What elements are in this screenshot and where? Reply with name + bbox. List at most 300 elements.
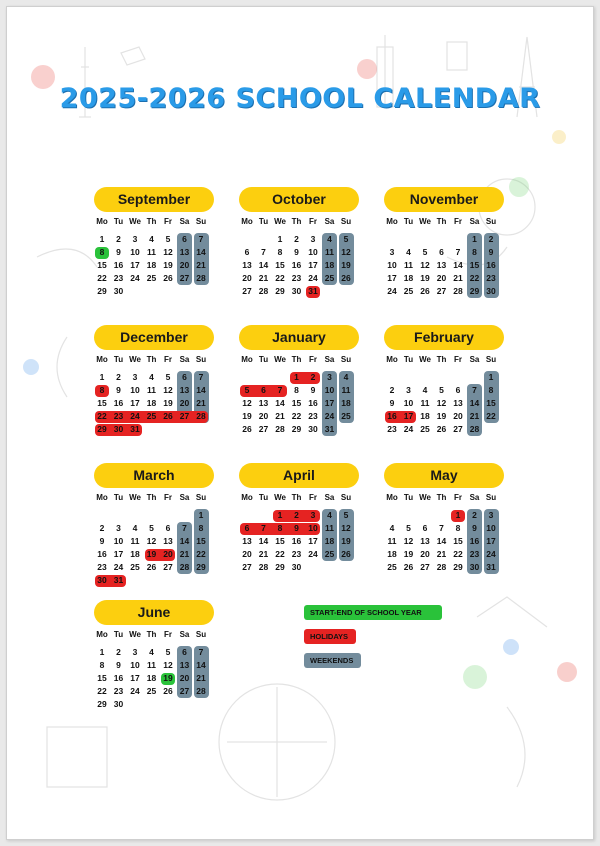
day-cell: 6: [182, 372, 187, 382]
day-cell: 25: [324, 273, 335, 283]
weekday-header: We: [274, 355, 286, 364]
month-name: November: [384, 187, 504, 212]
weekday-header: Fr: [454, 493, 462, 502]
day-cell: 18: [324, 260, 335, 270]
day-cell: 31: [130, 424, 140, 434]
day-cell: 15: [453, 536, 463, 546]
day-cell: 3: [310, 234, 316, 244]
day-cell: 5: [165, 647, 171, 657]
day-cell: 31: [113, 575, 124, 585]
weekday-header: Tu: [403, 493, 414, 502]
month-january: [239, 325, 369, 445]
day-cell: 3: [488, 510, 494, 520]
weekday-header: Mo: [96, 217, 108, 226]
day-cell: 8: [277, 523, 283, 533]
day-cell: 6: [422, 523, 428, 533]
weekday-header: Sa: [179, 217, 190, 226]
page-title: 2025-2026 SCHOOL CALENDAR: [59, 83, 541, 114]
day-cell: 4: [389, 523, 395, 533]
day-cell: 8: [294, 385, 299, 395]
day-cell: 22: [97, 273, 107, 283]
day-cell: 19: [146, 549, 157, 559]
day-cell: 19: [163, 673, 173, 683]
weekday-header: Fr: [309, 217, 317, 226]
day-cell: 7: [261, 247, 266, 257]
day-cell: 30: [291, 562, 302, 572]
weekday-header: Mo: [96, 493, 108, 502]
day-cell: 6: [244, 247, 250, 257]
day-cell: 5: [165, 234, 171, 244]
day-cell: 8: [198, 523, 204, 533]
day-cell: 8: [488, 385, 494, 395]
weekday-header: Th: [146, 493, 157, 502]
day-cell: 28: [196, 273, 206, 283]
day-cell: 14: [179, 536, 190, 546]
day-cell: 25: [341, 411, 351, 421]
day-cell: 5: [165, 372, 171, 382]
weekday-header: We: [129, 630, 141, 639]
day-cell: 11: [341, 385, 351, 395]
day-cell: 26: [163, 411, 173, 421]
day-cell: 12: [163, 247, 173, 257]
day-grid: [384, 493, 514, 583]
day-cell: 6: [182, 647, 187, 657]
day-cell: 21: [258, 549, 269, 559]
month-name: April: [239, 463, 359, 488]
day-cell: 13: [179, 385, 190, 395]
day-cell: 20: [436, 273, 447, 283]
day-cell: 23: [387, 424, 397, 434]
day-cell: 6: [165, 523, 171, 533]
day-cell: 22: [275, 549, 285, 559]
weekday-header: Su: [485, 217, 497, 226]
day-grid: [239, 217, 369, 307]
day-cell: 30: [308, 424, 318, 434]
weekday-header: Th: [146, 630, 157, 639]
day-cell: 11: [325, 247, 334, 257]
weekday-header: Mo: [241, 217, 253, 226]
day-cell: 26: [242, 424, 252, 434]
day-cell: 29: [97, 424, 107, 434]
day-cell: 15: [291, 398, 302, 408]
day-cell: 19: [420, 273, 430, 283]
day-cell: 19: [163, 398, 173, 408]
day-cell: 11: [147, 385, 156, 395]
day-cell: 7: [198, 372, 204, 382]
day-cell: 27: [420, 562, 430, 572]
day-cell: 4: [327, 234, 332, 244]
day-cell: 22: [196, 549, 206, 559]
day-cell: 28: [453, 286, 463, 296]
month-name: January: [239, 325, 359, 350]
month-name: March: [94, 463, 214, 488]
day-cell: 24: [308, 549, 318, 559]
month-december: [94, 325, 224, 445]
weekday-header: Mo: [96, 630, 108, 639]
day-cell: 25: [403, 286, 414, 296]
weekday-header: Th: [291, 355, 302, 364]
day-cell: 3: [406, 385, 411, 395]
weekday-header: Tu: [403, 217, 414, 226]
day-cell: 18: [420, 411, 430, 421]
weekday-header: Su: [195, 493, 207, 502]
day-cell: 30: [486, 286, 496, 296]
day-cell: 28: [436, 562, 447, 572]
day-cell: 13: [179, 247, 190, 257]
day-cell: 19: [436, 411, 447, 421]
day-cell: 27: [242, 286, 252, 296]
day-cell: 1: [472, 234, 477, 244]
weekday-header: Fr: [454, 355, 462, 364]
day-cell: 3: [132, 647, 138, 657]
day-cell: 10: [130, 247, 140, 257]
day-cell: 27: [163, 562, 173, 572]
day-cell: 30: [113, 699, 124, 709]
day-cell: 23: [113, 273, 124, 283]
day-cell: 25: [130, 562, 140, 572]
day-cell: 22: [486, 411, 496, 421]
day-cell: 7: [455, 247, 461, 257]
day-cell: 29: [97, 286, 107, 296]
day-cell: 1: [99, 647, 105, 657]
month-october: [239, 187, 369, 307]
day-cell: 20: [179, 673, 190, 683]
day-cell: 30: [113, 424, 124, 434]
day-cell: 14: [196, 660, 206, 670]
day-cell: 18: [403, 273, 414, 283]
day-cell: 23: [308, 411, 318, 421]
day-cell: 29: [291, 424, 302, 434]
weekday-header: Sa: [179, 355, 190, 364]
day-cell: 4: [327, 510, 332, 520]
day-cell: 23: [291, 273, 302, 283]
day-cell: 11: [404, 260, 413, 270]
day-cell: 8: [455, 523, 461, 533]
weekday-header: Mo: [386, 217, 398, 226]
day-cell: 23: [469, 549, 480, 559]
day-cell: 27: [179, 686, 190, 696]
day-cell: 27: [258, 424, 269, 434]
day-cell: 20: [179, 398, 190, 408]
day-cell: 12: [341, 523, 351, 533]
day-cell: 12: [403, 536, 414, 546]
day-cell: 2: [99, 523, 105, 533]
day-cell: 4: [149, 372, 154, 382]
day-cell: 23: [486, 273, 496, 283]
weekday-header: Fr: [164, 217, 172, 226]
day-cell: 27: [242, 562, 252, 572]
weekday-header: Su: [195, 355, 207, 364]
legend-holidays: HOLIDAYS: [304, 629, 356, 644]
day-cell: 30: [97, 575, 107, 585]
day-cell: 21: [275, 411, 285, 421]
day-cell: 23: [97, 562, 107, 572]
weekday-header: Su: [195, 217, 207, 226]
weekday-header: Su: [340, 217, 352, 226]
day-cell: 22: [291, 411, 302, 421]
weekday-header: Su: [485, 493, 497, 502]
day-cell: 2: [389, 385, 395, 395]
weekday-header: Th: [146, 355, 157, 364]
weekday-header: Tu: [258, 217, 269, 226]
day-cell: 4: [406, 247, 411, 257]
day-cell: 24: [130, 411, 140, 421]
day-cell: 21: [453, 273, 463, 283]
weekday-header: Sa: [179, 630, 190, 639]
day-cell: 20: [453, 411, 463, 421]
day-cell: 14: [275, 398, 285, 408]
weekday-header: Su: [340, 493, 352, 502]
day-cell: 22: [469, 273, 480, 283]
day-cell: 8: [472, 247, 477, 257]
day-cell: 6: [182, 234, 187, 244]
weekday-header: Tu: [258, 493, 269, 502]
day-cell: 5: [406, 523, 411, 533]
weekday-header: Mo: [386, 355, 398, 364]
day-grid: [94, 217, 224, 307]
weekday-header: We: [274, 217, 286, 226]
day-cell: 5: [149, 523, 154, 533]
weekday-header: Tu: [113, 493, 124, 502]
day-cell: 2: [294, 510, 299, 520]
plane-doodle-icon: [121, 47, 145, 65]
day-cell: 15: [97, 260, 107, 270]
weekday-header: We: [129, 493, 141, 502]
day-cell: 2: [310, 372, 316, 382]
day-cell: 26: [341, 273, 351, 283]
day-cell: 14: [469, 398, 480, 408]
weekday-header: Mo: [241, 493, 253, 502]
day-cell: 31: [324, 424, 335, 434]
day-cell: 14: [258, 260, 269, 270]
day-grid: [94, 630, 224, 720]
day-cell: 17: [486, 536, 496, 546]
day-cell: 13: [436, 260, 447, 270]
day-cell: 3: [132, 234, 138, 244]
day-cell: 13: [242, 260, 252, 270]
day-cell: 16: [113, 260, 124, 270]
day-cell: 2: [472, 510, 477, 520]
day-cell: 14: [453, 260, 463, 270]
day-cell: 19: [403, 549, 414, 559]
day-cell: 9: [310, 385, 316, 395]
month-september: [94, 187, 224, 307]
day-cell: 5: [343, 510, 349, 520]
day-cell: 28: [258, 286, 269, 296]
day-cell: 23: [113, 411, 124, 421]
day-cell: 24: [387, 286, 397, 296]
day-cell: 4: [343, 372, 349, 382]
day-cell: 12: [341, 247, 351, 257]
day-cell: 20: [242, 549, 252, 559]
weekday-header: Th: [436, 493, 447, 502]
day-cell: 4: [149, 647, 154, 657]
day-cell: 21: [179, 549, 190, 559]
day-cell: 27: [436, 286, 447, 296]
weekday-header: We: [274, 493, 286, 502]
day-cell: 3: [116, 523, 121, 533]
day-cell: 27: [179, 411, 190, 421]
day-cell: 10: [486, 523, 496, 533]
day-cell: 16: [486, 260, 496, 270]
day-cell: 21: [196, 673, 206, 683]
day-cell: 1: [99, 372, 105, 382]
day-cell: 31: [486, 562, 496, 572]
month-name: October: [239, 187, 359, 212]
day-cell: 14: [436, 536, 447, 546]
day-cell: 17: [130, 260, 140, 270]
day-cell: 17: [113, 549, 124, 559]
weekday-header: Tu: [403, 355, 414, 364]
day-cell: 6: [439, 247, 444, 257]
day-cell: 13: [258, 398, 269, 408]
day-cell: 22: [275, 273, 285, 283]
weekday-header: We: [419, 217, 431, 226]
day-cell: 26: [163, 686, 173, 696]
day-cell: 9: [294, 523, 299, 533]
day-grid: [384, 355, 514, 445]
day-cell: 29: [469, 286, 480, 296]
day-cell: 9: [294, 247, 299, 257]
day-cell: 23: [291, 549, 302, 559]
weekday-header: Su: [485, 355, 497, 364]
day-cell: 13: [453, 398, 463, 408]
day-cell: 7: [439, 523, 444, 533]
day-cell: 18: [387, 549, 397, 559]
day-cell: 10: [113, 536, 124, 546]
weekday-header: Fr: [164, 493, 172, 502]
day-cell: 13: [179, 660, 190, 670]
weekday-header: Fr: [309, 355, 317, 364]
day-grid: [239, 355, 369, 445]
day-cell: 14: [258, 536, 269, 546]
day-cell: 10: [324, 385, 335, 395]
day-cell: 1: [277, 234, 283, 244]
day-cell: 15: [469, 260, 480, 270]
day-cell: 28: [196, 686, 206, 696]
day-cell: 4: [132, 523, 138, 533]
day-cell: 22: [97, 686, 107, 696]
month-june: [94, 600, 224, 720]
day-cell: 7: [198, 647, 204, 657]
day-cell: 18: [146, 260, 157, 270]
legend-school-year: START-END OF SCHOOL YEAR: [304, 605, 442, 620]
day-cell: 3: [310, 510, 316, 520]
day-cell: 1: [198, 510, 204, 520]
day-cell: 15: [97, 673, 107, 683]
weekday-header: Sa: [179, 493, 190, 502]
day-cell: 6: [261, 385, 266, 395]
day-cell: 11: [147, 660, 156, 670]
month-november: [384, 187, 514, 307]
day-cell: 2: [488, 234, 494, 244]
day-cell: 30: [113, 286, 124, 296]
weekday-header: Th: [436, 355, 447, 364]
day-cell: 20: [258, 411, 269, 421]
day-cell: 13: [420, 536, 430, 546]
day-cell: 8: [277, 247, 283, 257]
month-name: February: [384, 325, 504, 350]
day-cell: 5: [343, 234, 349, 244]
day-grid: [239, 493, 369, 583]
day-cell: 19: [341, 260, 351, 270]
day-cell: 7: [277, 385, 283, 395]
day-cell: 17: [130, 673, 140, 683]
day-cell: 3: [132, 372, 138, 382]
day-cell: 24: [486, 549, 496, 559]
day-cell: 29: [453, 562, 463, 572]
day-cell: 22: [97, 411, 107, 421]
day-cell: 25: [420, 424, 430, 434]
day-cell: 8: [99, 385, 105, 395]
month-name: December: [94, 325, 214, 350]
day-cell: 9: [472, 523, 477, 533]
day-cell: 8: [99, 660, 105, 670]
day-cell: 25: [146, 273, 157, 283]
day-cell: 18: [324, 536, 335, 546]
day-cell: 27: [179, 273, 190, 283]
day-cell: 1: [455, 510, 461, 520]
day-cell: 11: [387, 536, 397, 546]
weekday-header: Fr: [164, 630, 172, 639]
day-cell: 11: [325, 523, 334, 533]
weekday-header: Tu: [113, 355, 124, 364]
weekday-header: Mo: [241, 355, 253, 364]
weekday-header: Th: [291, 493, 302, 502]
day-cell: 20: [420, 549, 430, 559]
weekday-header: We: [129, 355, 141, 364]
day-cell: 23: [113, 686, 124, 696]
day-cell: 3: [389, 247, 395, 257]
day-cell: 15: [196, 536, 206, 546]
weekday-header: Sa: [324, 355, 335, 364]
calendar-page: [6, 6, 594, 840]
day-cell: 16: [291, 260, 302, 270]
day-cell: 24: [130, 273, 140, 283]
day-cell: 4: [149, 234, 154, 244]
day-cell: 10: [387, 260, 397, 270]
day-cell: 15: [275, 260, 285, 270]
legend-weekends: WEEKENDS: [304, 653, 361, 668]
day-cell: 16: [113, 673, 124, 683]
day-cell: 10: [403, 398, 414, 408]
day-cell: 21: [196, 398, 206, 408]
day-cell: 24: [308, 273, 318, 283]
weekday-header: Tu: [258, 355, 269, 364]
day-cell: 30: [469, 562, 480, 572]
month-march: [94, 463, 224, 583]
weekday-header: Th: [291, 217, 302, 226]
month-february: [384, 325, 514, 445]
day-cell: 26: [341, 549, 351, 559]
day-cell: 26: [436, 424, 447, 434]
day-cell: 17: [324, 398, 335, 408]
day-cell: 21: [258, 273, 269, 283]
weekday-header: Sa: [469, 493, 480, 502]
weekday-header: We: [129, 217, 141, 226]
day-cell: 25: [146, 686, 157, 696]
day-cell: 29: [97, 699, 107, 709]
day-cell: 6: [455, 385, 461, 395]
weekday-header: Sa: [324, 217, 335, 226]
day-cell: 27: [453, 424, 463, 434]
day-cell: 24: [403, 424, 414, 434]
day-cell: 26: [420, 286, 430, 296]
day-cell: 12: [436, 398, 447, 408]
weekday-header: We: [419, 493, 431, 502]
day-cell: 16: [113, 398, 124, 408]
day-cell: 9: [116, 660, 121, 670]
